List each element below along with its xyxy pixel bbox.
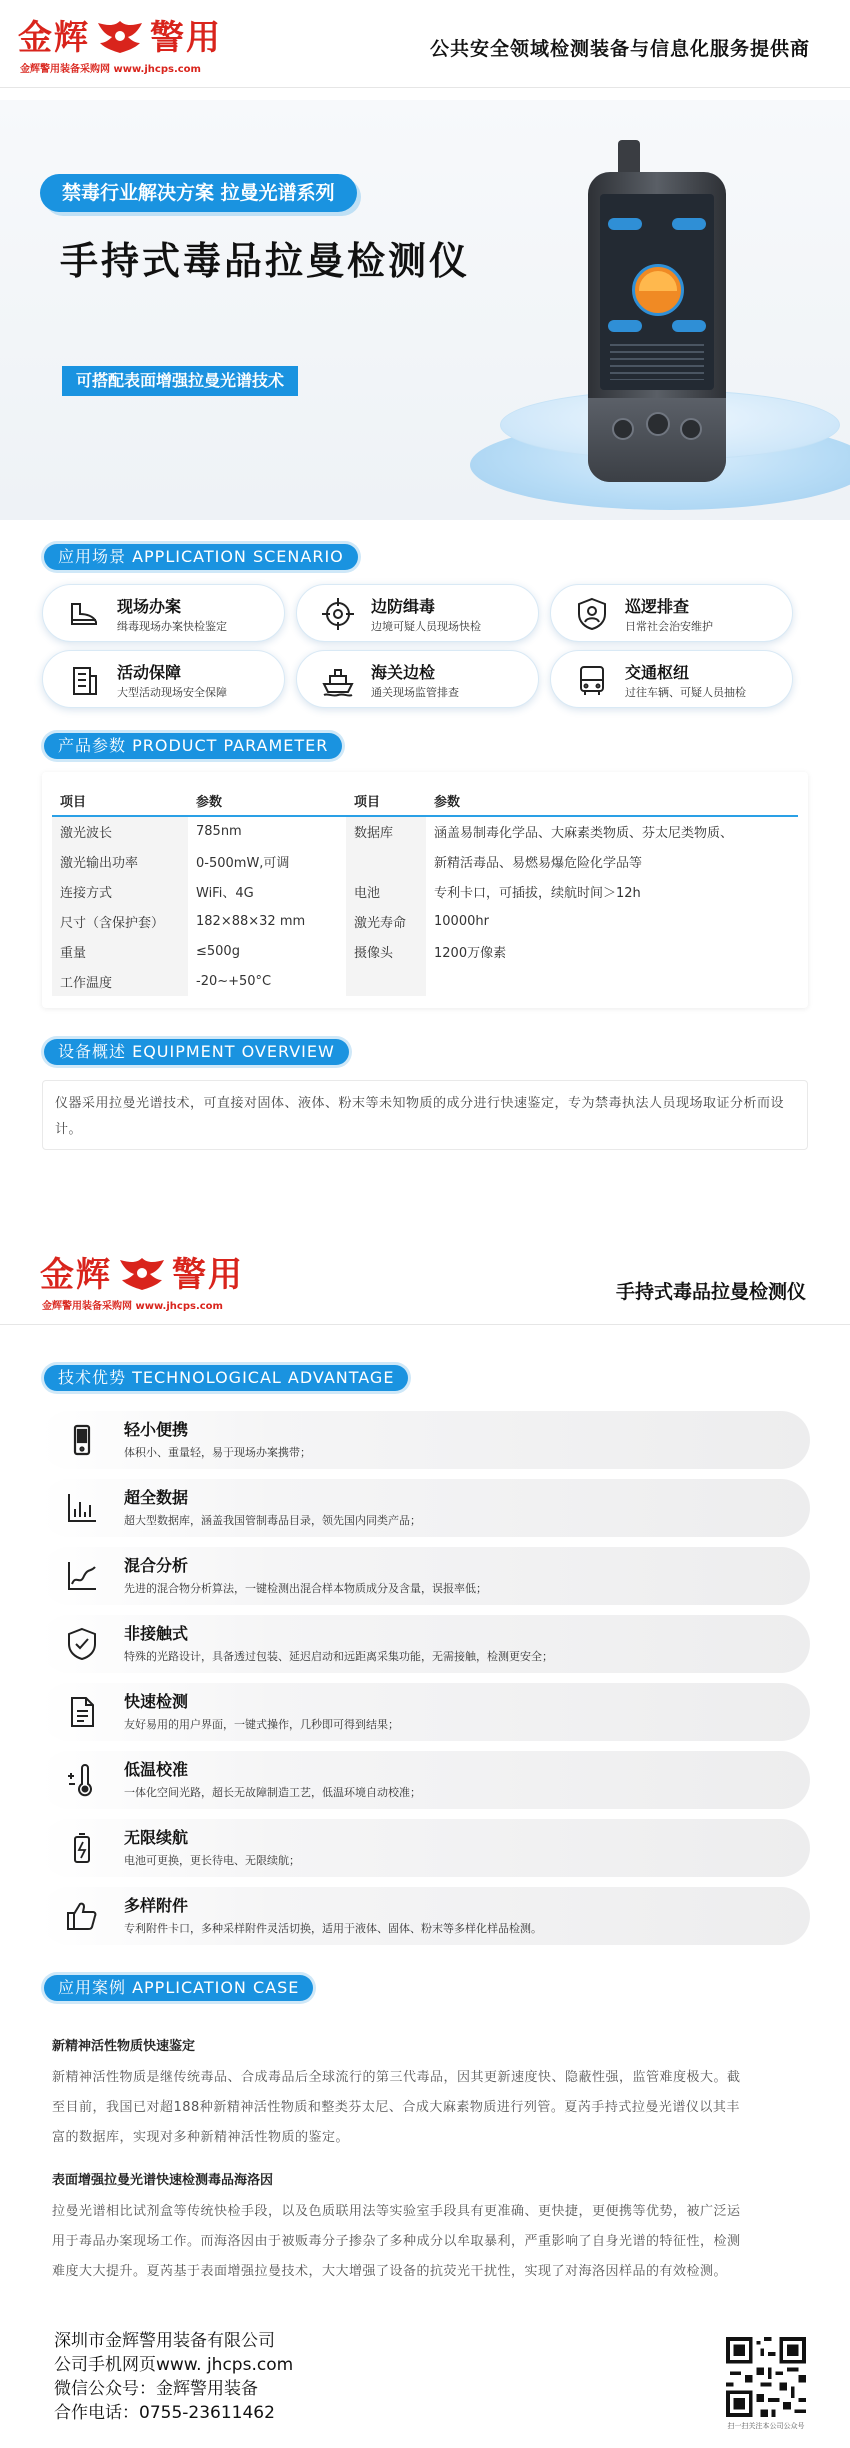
case-section-title: 应用案例 APPLICATION CASE <box>44 1975 313 2001</box>
params-section-title: 产品参数 PRODUCT PARAMETER <box>44 733 342 759</box>
scenario-desc: 缉毒现场办案快检鉴定 <box>117 620 227 633</box>
table-cell: 785nm <box>196 824 242 839</box>
advantage-item <box>40 1683 810 1741</box>
advantage-name: 多样附件 <box>124 1896 189 1915</box>
advantage-desc: 先进的混合物分析算法，一键检测出混合样本物质成分及含量，误报率低； <box>124 1582 487 1595</box>
table-cell: 摄像头 <box>346 936 426 966</box>
advantage-item <box>40 1615 810 1673</box>
header <box>0 0 850 88</box>
screen-button <box>672 320 706 332</box>
wechat-account: 微信公众号：金辉警用装备 <box>54 2379 258 2399</box>
advantage-name: 非接触式 <box>124 1624 189 1643</box>
table-cell: 尺寸（含保护套） <box>52 906 188 936</box>
logo[interactable] <box>18 10 268 80</box>
thumbs-up-icon <box>62 1896 102 1936</box>
logo-emblem-icon <box>92 19 148 55</box>
case-line: 拉曼光谱相比试剂盒等传统快检手段，以及色质联用法等实验室手段具有更准确、更快捷，更便携等优势，被广泛运 <box>52 2204 741 2219</box>
logo-text-right: 警用 <box>172 1255 244 1295</box>
device-screen <box>600 194 714 390</box>
advantage-name: 快速检测 <box>124 1692 189 1711</box>
page-two <box>0 1197 850 2448</box>
table-row <box>52 906 798 936</box>
logo-text-right: 警用 <box>150 18 222 58</box>
company-name: 深圳市金辉警用装备有限公司 <box>54 2331 275 2351</box>
advantage-section-title: 技术优势 TECHNOLOGICAL ADVANTAGE <box>44 1365 408 1391</box>
table-cell: 涵盖易制毒化学品、大麻素类物质、芬太尼类物质、 <box>434 826 734 841</box>
table-cell: 182×88×32 mm <box>196 913 306 929</box>
table-cell: 激光波长 <box>52 816 188 846</box>
page2-header <box>0 1247 850 1325</box>
scenario-desc: 通关现场监管排查 <box>371 686 459 699</box>
device-image <box>588 172 726 482</box>
case-heading: 新精神活性物质快速鉴定 <box>52 2039 196 2054</box>
advantage-name: 混合分析 <box>124 1556 189 1575</box>
params-table <box>52 786 798 996</box>
screen-button <box>672 218 706 230</box>
scenario-section-title: 应用场景 APPLICATION SCENARIO <box>44 544 358 570</box>
advantage-item <box>40 1887 810 1945</box>
logo-text-left: 金辉 <box>40 1255 112 1295</box>
advantage-desc: 专利附件卡口，多种采样附件灵活切换，适用于液体、固体、粉末等多样化样品检测。 <box>124 1922 542 1935</box>
advantage-item <box>40 1547 810 1605</box>
scenario-name: 海关边检 <box>371 663 436 682</box>
table-cell: 激光输出功率 <box>52 846 188 876</box>
table-header: 项目 <box>346 786 426 816</box>
scenario-name: 巡逻排查 <box>625 597 690 616</box>
case-line: 至目前，我国已对超188种新精神活性物质和整类芬太尼、合成大麻素物质进行列管。夏芮手持式拉曼光谱仪以其丰 <box>52 2100 740 2115</box>
table-cell: 10000hr <box>434 913 489 929</box>
case-paragraph <box>52 2197 804 2287</box>
table-cell: 数据库 <box>346 816 426 846</box>
advantage-name: 超全数据 <box>124 1488 189 1507</box>
contact-phone[interactable]: 合作电话：0755-23611462 <box>54 2403 275 2423</box>
advantage-item <box>40 1819 810 1877</box>
table-cell: 重量 <box>52 936 188 966</box>
logo-emblem-icon <box>114 1256 170 1292</box>
scenario-name: 交通枢纽 <box>625 663 690 682</box>
logo[interactable] <box>40 1247 290 1317</box>
thermometer-icon <box>62 1760 102 1800</box>
contact-block <box>54 2329 293 2425</box>
table-cell: 专利卡口，可插拔，续航时间＞12h <box>434 885 641 901</box>
scenario-card <box>42 584 285 642</box>
logo-subtitle: 金辉警用装备采购网 www.jhcps.com <box>20 64 201 75</box>
scenario-name: 活动保障 <box>117 663 182 682</box>
advantage-desc: 一体化空间光路，超长无故障制造工艺，低温环境自动校准； <box>124 1786 421 1799</box>
bar-chart-icon <box>62 1488 102 1528</box>
company-website[interactable]: 公司手机网页www. jhcps.com <box>54 2355 294 2375</box>
table-cell <box>426 966 798 996</box>
line-chart-icon <box>62 1556 102 1596</box>
table-row <box>52 966 798 996</box>
shield-person-icon <box>573 595 611 633</box>
advantage-name: 无限续航 <box>124 1828 189 1847</box>
scenario-card <box>550 584 793 642</box>
table-cell: WiFi、4G <box>196 885 254 901</box>
table-row <box>52 846 798 876</box>
scenario-name: 边防缉毒 <box>371 597 436 616</box>
table-cell: 工作温度 <box>52 966 188 996</box>
table-row <box>52 936 798 966</box>
table-cell: -20~+50°C <box>196 973 272 989</box>
screen-text-lines <box>610 344 704 380</box>
advantage-desc: 特殊的光路设计，具备透过包装、延迟启动和远距离采集功能，无需接触，检测更安全； <box>124 1650 553 1663</box>
table-cell: 电池 <box>346 876 426 906</box>
scenario-desc: 过往车辆、可疑人员抽检 <box>625 686 746 699</box>
table-header: 参数 <box>426 786 798 816</box>
advantage-desc: 超大型数据库，涵盖我国管制毒品目录，领先国内同类产品； <box>124 1514 421 1527</box>
advantage-item <box>40 1411 810 1469</box>
table-header: 参数 <box>188 786 346 816</box>
device-key <box>680 418 702 440</box>
bus-icon <box>573 661 611 699</box>
table-cell: 1200万像素 <box>434 945 507 961</box>
scenario-card <box>296 584 539 642</box>
device-keypad <box>588 398 726 482</box>
overview-section-title: 设备概述 EQUIPMENT OVERVIEW <box>44 1039 349 1065</box>
hero-subtitle: 可搭配表面增强拉曼光谱技术 <box>62 366 298 396</box>
device-key <box>646 412 670 436</box>
case-paragraph <box>52 2063 804 2153</box>
hero-title: 手持式毒品拉曼检测仪 <box>60 239 471 283</box>
scenario-desc: 日常社会治安维护 <box>625 620 713 633</box>
ship-icon <box>319 661 357 699</box>
phone-icon <box>62 1420 102 1460</box>
case-line: 富的数据库，实现对多种新精神活性物质的鉴定。 <box>52 2130 350 2145</box>
advantage-desc: 体积小、重量轻，易于现场办案携带； <box>124 1446 311 1459</box>
document-icon <box>62 1692 102 1732</box>
screen-dial <box>632 264 684 316</box>
logo-subtitle: 金辉警用装备采购网 www.jhcps.com <box>42 1301 223 1312</box>
building-icon <box>65 661 103 699</box>
case-heading: 表面增强拉曼光谱快速检测毒品海洛因 <box>52 2173 274 2188</box>
table-header: 项目 <box>52 786 188 816</box>
table-cell: 0-500mW,可调 <box>196 855 290 871</box>
advantage-name: 低温校准 <box>124 1760 189 1779</box>
page-one <box>0 0 850 1197</box>
scenario-card <box>296 650 539 708</box>
advantage-desc: 电池可更换，更长待电、无限续航； <box>124 1854 300 1867</box>
table-cell: ≤500g <box>196 943 240 959</box>
device-key <box>612 418 634 440</box>
table-row <box>52 816 798 846</box>
qr-code-icon[interactable] <box>726 2337 806 2417</box>
logo-text-left: 金辉 <box>18 18 90 58</box>
screen-button <box>608 320 642 332</box>
params-table-box <box>42 772 808 1008</box>
scenario-desc: 边境可疑人员现场快检 <box>371 620 481 633</box>
table-cell <box>346 966 426 996</box>
table-cell: 连接方式 <box>52 876 188 906</box>
hero-banner <box>0 100 850 520</box>
scenario-card <box>550 650 793 708</box>
table-cell: 新精活毒品、易燃易爆危险化学品等 <box>434 855 643 871</box>
page2-title: 手持式毒品拉曼检测仪 <box>615 1281 806 1303</box>
scenario-card <box>42 650 285 708</box>
table-row <box>52 876 798 906</box>
qr-caption: 扫一扫关注本公司公众号 <box>727 2422 805 2430</box>
advantage-item <box>40 1751 810 1809</box>
overview-text: 仪器采用拉曼光谱技术，可直接对固体、液体、粉末等未知物质的成分进行快速鉴定，专为禁毒执法人员现场取证分析而设计。 <box>42 1080 808 1150</box>
scenario-name: 现场办案 <box>117 597 182 616</box>
header-slogan: 公共安全领域检测装备与信息化服务提供商 <box>429 38 810 60</box>
scenario-desc: 大型活动现场安全保障 <box>117 686 227 699</box>
advantage-item <box>40 1479 810 1537</box>
table-cell: 激光寿命 <box>346 906 426 936</box>
hero-tag: 禁毒行业解决方案 拉曼光谱系列 <box>40 174 357 212</box>
screen-button <box>608 218 642 230</box>
shoe-icon <box>65 595 103 633</box>
case-line: 难度大大提升。夏芮基于表面增强拉曼技术，大大增强了设备的抗荧光干扰性，实现了对海洛因样品的有效检测。 <box>52 2264 728 2279</box>
table-cell <box>346 846 426 876</box>
case-line: 新精神活性物质是继传统毒品、合成毒品后全球流行的第三代毒品，因其更新速度快、隐蔽性强，监管难度极大。截 <box>52 2070 741 2085</box>
advantage-desc: 友好易用的用户界面，一键式操作，几秒即可得到结果； <box>124 1718 399 1731</box>
advantage-name: 轻小便携 <box>124 1420 189 1439</box>
shield-check-icon <box>62 1624 102 1664</box>
battery-icon <box>62 1828 102 1868</box>
target-icon <box>319 595 357 633</box>
case-line: 用于毒品办案现场工作。而海洛因由于被贩毒分子掺杂了多种成分以牟取暴利，严重影响了自身光谱的特征性，检测 <box>52 2234 741 2249</box>
